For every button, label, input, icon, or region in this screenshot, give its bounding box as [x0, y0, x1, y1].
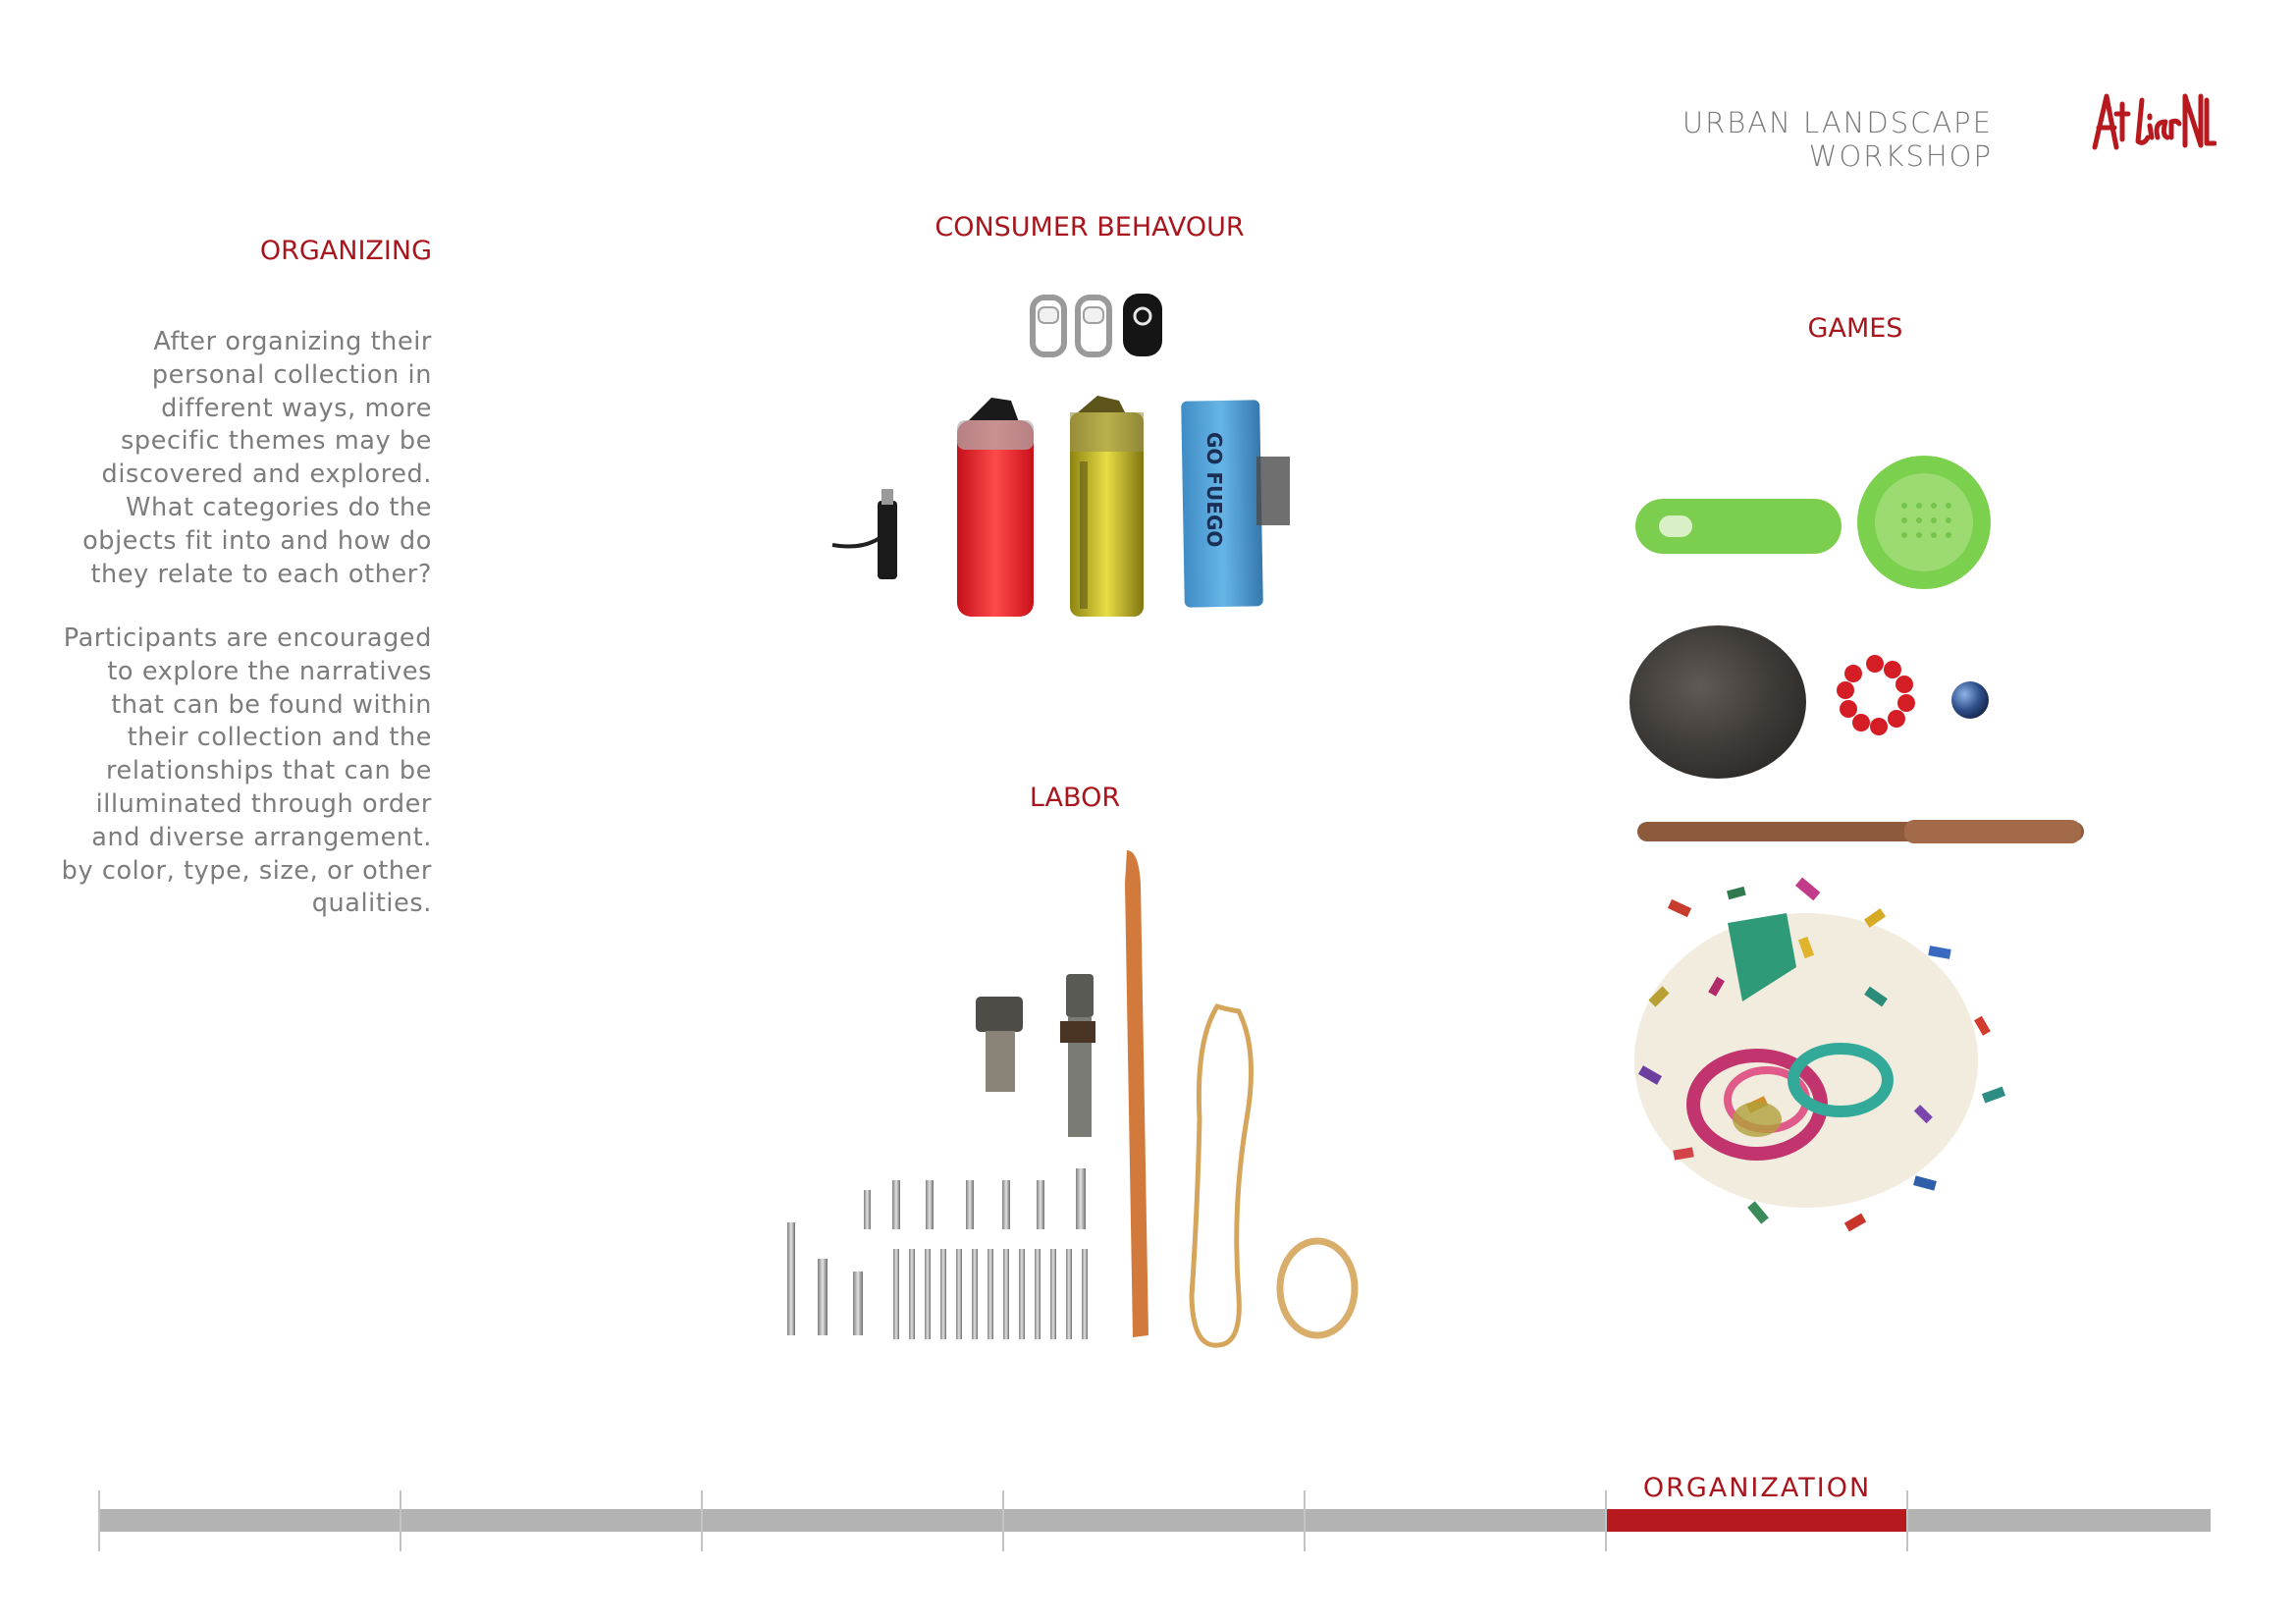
timeline-tick-4 [1002, 1490, 1004, 1551]
svg-text:GO FUEGO: GO FUEGO [1202, 432, 1226, 548]
timeline-tick-3 [701, 1490, 703, 1551]
flat-stone [1629, 625, 1806, 779]
header-title: URBAN LANDSCAPE WORKSHOP [1682, 106, 1993, 173]
can-tabs [1033, 294, 1162, 356]
timeline-tick-5 [1304, 1490, 1306, 1551]
marble [1951, 681, 1989, 719]
blue-lighter [1181, 400, 1290, 607]
red-bead-ring [1837, 655, 1915, 735]
organizing-paragraph-2: Participants are encouraged to explore the narratives that can be found within their collection and the relationships that can be illuminated through order and diverse arrangement. by color, type, size, or other qualities. [61, 623, 432, 919]
timeline-tick-7 [1906, 1490, 1908, 1551]
cable-connector [832, 489, 897, 579]
red-lighter [957, 398, 1034, 617]
timeline-tick-1 [98, 1490, 100, 1551]
timeline-bar-right [1908, 1509, 2211, 1532]
timeline-bar-active [1606, 1509, 1908, 1532]
timeline-bar-left [98, 1509, 1606, 1532]
brown-stick [1637, 820, 2084, 843]
bolts [976, 974, 1095, 1137]
games-title: GAMES [1807, 313, 1903, 344]
timeline-tick-6 [1605, 1490, 1607, 1551]
rubber-bands [1125, 850, 1355, 1345]
organizing-title: ORGANIZING [259, 236, 432, 266]
green-sieve-toy [1635, 456, 1991, 589]
consumer-behaviour-title: CONSUMER BEHAVOUR [934, 212, 1245, 243]
timeline-active-label: ORGANIZATION [1642, 1473, 1872, 1503]
labor-title: LABOR [1029, 783, 1121, 813]
screws [787, 1168, 1088, 1339]
organizing-paragraph-1: After organizing their personal collection in different ways, more specific themes may be discovered and explored. What categories do the objects fit into and how do they relate to each other? [82, 327, 432, 589]
timeline-tick-2 [400, 1490, 401, 1551]
confetti-pile [1634, 877, 2005, 1231]
yellow-lighter [1070, 396, 1144, 617]
